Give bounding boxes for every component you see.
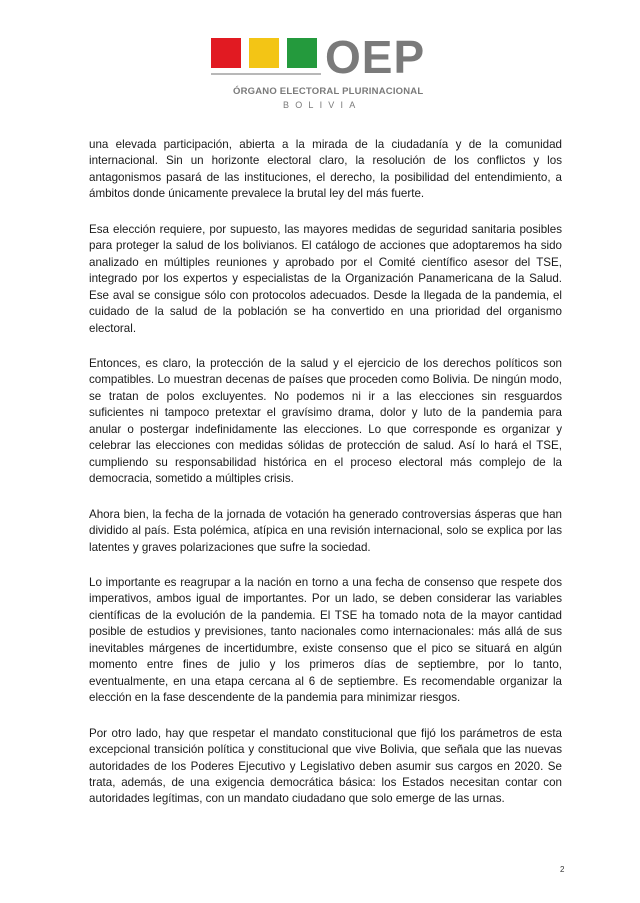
paragraph: una elevada participación, abierta a la mirada de la ciudadanía y de la comunidad internacional. Sin un horizonte electoral claro, la resolución de los conflictos y los antagonismos pasará de las instituciones, el derecho, la posibilidad del entendimiento, a ámbitos donde únicamente prevalece la brutal ley del más fuerte. (89, 138, 562, 201)
page-number: 2 (560, 865, 565, 874)
yellow-square-icon (249, 38, 279, 68)
paragraph: Ahora bien, la fecha de la jornada de votación ha generado controversias ásperas que han dividido al país. Esta polémica, atípica en una revisión internacional, solo se explica por las latentes y graves polarizaciones que sufre la sociedad. (89, 507, 562, 554)
paragraph: Por otro lado, hay que respetar el mandato constitucional que fijó los parámetros de esta excepcional transición política y constitucional que vive Bolivia, que señala que las nuevas autoridades de los Poderes Ejecutivo y Legislativo deben asumir sus cargos en 2020. Se trata, además, de una exigencia democrática básica: los Estados necesitan contar con autoridades legítimas, con un mandato ciudadano que solo emerge de las urnas. (89, 726, 562, 806)
logo-divider (211, 73, 321, 75)
country-name: BOLIVIA (283, 100, 362, 110)
paragraph: Esa elección requiere, por supuesto, las mayores medidas de seguridad sanitaria posibles para proteger la salud de los bolivianos. El catálogo de acciones que adoptaremos ha sido analizado en múltiples reuniones y aprobado por el Comité científico asesor del TSE, integrado por los expertos y especialistas de la Organización Panamericana de la Salud. Ese aval se consigue sólo con protocolos adecuados. Desde la llegada de la pandemia, el cuidado de la salud de la población se ha convertido en una prioridad del organismo electoral. (89, 222, 562, 335)
organization-name: ÓRGANO ELECTORAL PLURINACIONAL (233, 86, 424, 97)
paragraph: Lo importante es reagrupar a la nación en torno a una fecha de consenso que respete dos imperativos, ambos igual de importantes. Por un lado, se deben considerar las variables científicas de la evolución de la pandemia. El TSE ha tomado nota de la mayor cantidad posible de estudios y previsiones, tanto nacionales como internacionales: más allá de sus inevitables márgenes de incertidumbre, existe consenso que el pico se situará en algún momento entre fines de julio y los primeros días de septiembre, por lo tanto, eventualmente, en una etapa cercana al 6 de septiembre. Es recomendable organizar la elección en la fase descendente de la pandemia para minimizar riesgos. (89, 575, 562, 705)
red-square-icon (211, 38, 241, 68)
green-square-icon (287, 38, 317, 68)
logo-text: OEP (325, 31, 426, 83)
document-body (89, 137, 562, 827)
oep-logo (211, 31, 451, 116)
paragraph: Entonces, es claro, la protección de la salud y el ejercicio de los derechos políticos son compatibles. Lo muestran decenas de países que proceden como Bolivia. De ningún modo, se tratan de polos excluyentes. No podemos ni ir a las elecciones sin resguardos suficientes ni tampoco pretextar el gravísimo drama, dolor y luto de la pandemia para anular o postergar indefinidamente las elecciones. Lo que corresponde es organizar y celebrar las elecciones con medidas sólidas de protección de salud. Así lo hará el TSE, cumpliendo su responsabilidad histórica en el proceso electoral más complejo de la democracia, sometido a múltiples crisis. (89, 356, 562, 486)
